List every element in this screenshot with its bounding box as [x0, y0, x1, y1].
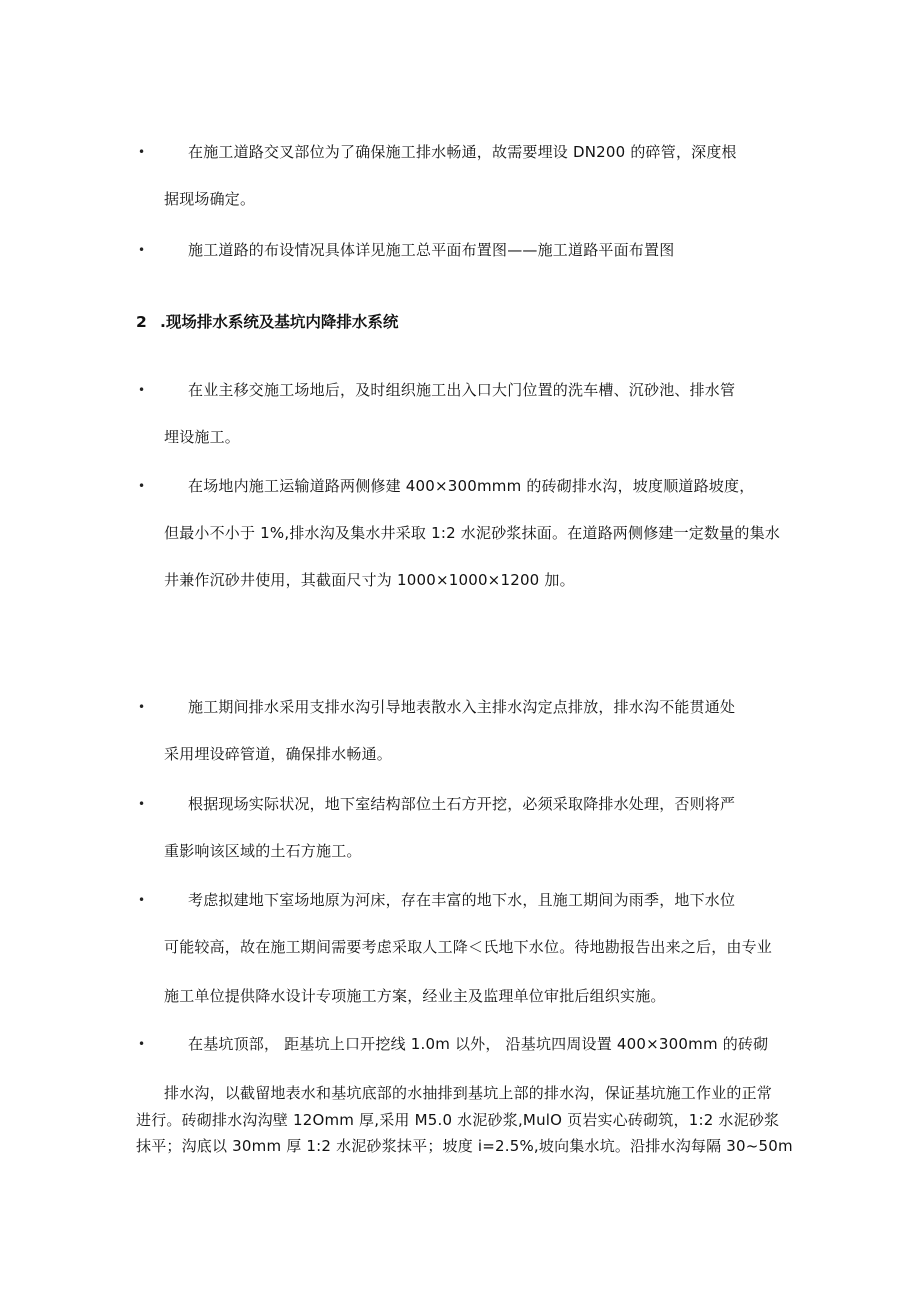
paragraph-3-line-2: 埋设施工。	[164, 428, 241, 446]
paragraph-8-line-2: 排水沟，以截留地表水和基坑底部的水抽排到基坑上部的排水沟，保证基坑施工作业的正常	[164, 1084, 773, 1102]
section-number: 2	[136, 313, 147, 331]
paragraph-3-line-1: 在业主移交施工场地后，及时组织施工出入口大门位置的洗车槽、沉砂池、排水管	[188, 381, 736, 399]
paragraph-7-line-1: 考虑拟建地下室场地原为河床，存在丰富的地下水，且施工期间为雨季，地下水位	[188, 891, 736, 909]
paragraph-1-line-2: 据现场确定。	[164, 190, 256, 208]
bullet-marker: •	[138, 145, 146, 159]
paragraph-2-line-1: 施工道路的布设情况具体详见施工总平面布置图——施工道路平面布置图	[188, 241, 675, 259]
paragraph-4-line-3: 井兼作沉砂井使用，其截面尺寸为 1000×1000×1200 加。	[164, 571, 575, 589]
paragraph-8-line-4: 抹平；沟底以 30mm 厚 1:2 水泥砂浆抹平；坡度 i=2.5%,坡向集水坑。沿排水沟每隔 30~50m	[136, 1137, 793, 1155]
paragraph-7-line-2: 可能较高，故在施工期间需要考虑采取人工降＜氏地下水位。待地勘报告出来之后，由专业	[164, 938, 773, 956]
bullet-marker: •	[138, 797, 146, 811]
bullet-marker: •	[138, 243, 146, 257]
paragraph-4-line-1: 在场地内施工运输道路两侧修建 400×300mmm 的砖砌排水沟，坡度顺道路坡度，	[188, 477, 755, 495]
paragraph-6-line-2: 重影响该区域的土石方施工。	[164, 842, 362, 860]
paragraph-7-line-3: 施工单位提供降水设计专项施工方案，经业主及监理单位审批后组织实施。	[164, 987, 666, 1005]
paragraph-8-line-1: 在基坑顶部， 距基坑上口开挖线 1.0m 以外， 沿基坑四周设置 400×300mm 的砖砌	[188, 1035, 769, 1053]
paragraph-8-line-3: 进行。砖砌排水沟沟壁 12Omm 厚,采用 M5.0 水泥砂浆,MulO 页岩实心砖砌筑，1:2 水泥砂浆	[136, 1111, 780, 1129]
paragraph-5-line-2: 采用埋设碎管道，确保排水畅通。	[164, 745, 393, 763]
paragraph-6-line-1: 根据现场实际状况，地下室结构部位土石方开挖，必须采取降排水处理，否则将严	[188, 795, 736, 813]
bullet-marker: •	[138, 893, 146, 907]
bullet-marker: •	[138, 1037, 146, 1051]
bullet-marker: •	[138, 383, 146, 397]
bullet-marker: •	[138, 700, 146, 714]
bullet-marker: •	[138, 479, 146, 493]
section-heading	[136, 312, 398, 332]
paragraph-5-line-1: 施工期间排水采用支排水沟引导地表散水入主排水沟定点排放，排水沟不能贯通处	[188, 698, 736, 716]
paragraph-1-line-1: 在施工道路交叉部位为了确保施工排水畅通，故需要埋设 DN200 的碎管，深度根	[188, 143, 737, 161]
section-title: .现场排水系统及基坑内降排水系统	[160, 313, 399, 331]
paragraph-4-line-2: 但最小不小于 1%,排水沟及集水井采取 1:2 水泥砂浆抹面。在道路两侧修建一定数量的集水	[164, 524, 781, 542]
